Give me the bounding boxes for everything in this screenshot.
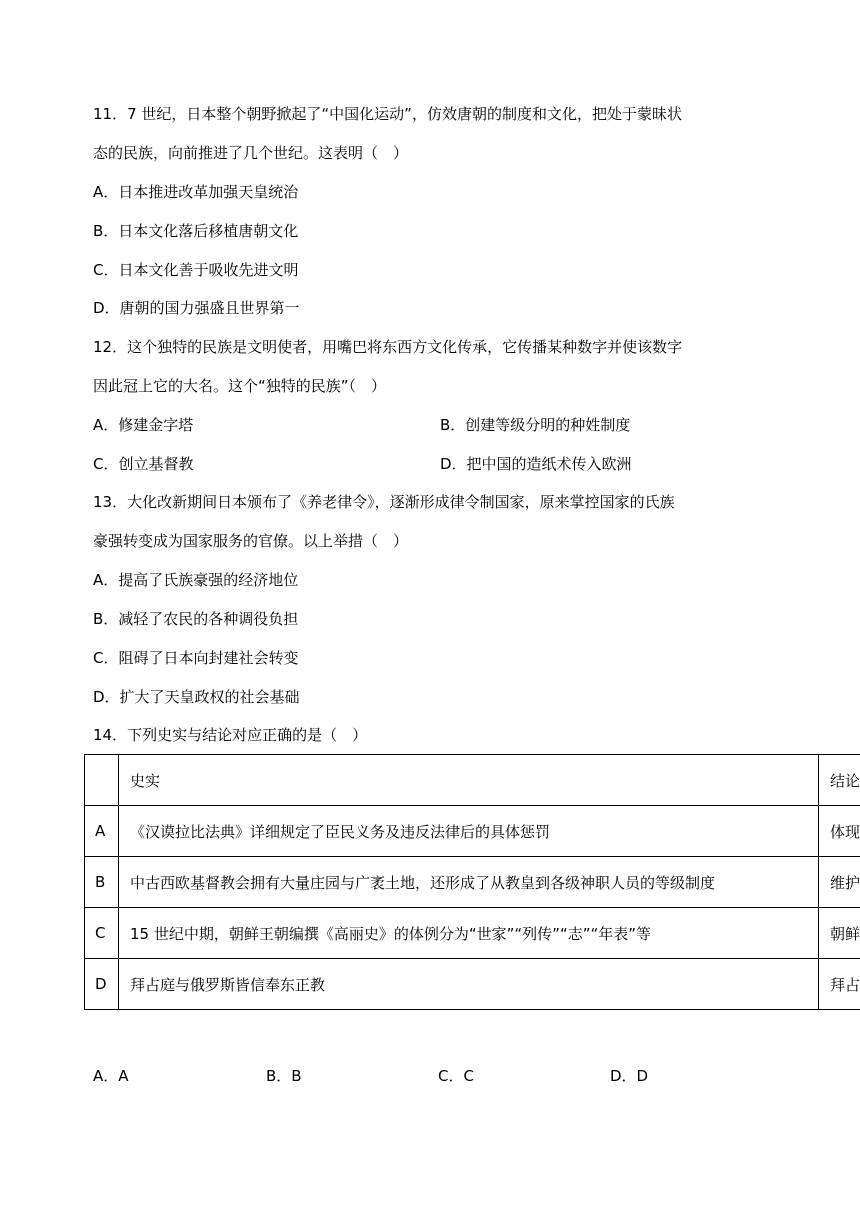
q11-stem-line2: 态的民族，向前推进了几个世纪。这表明（ ） (93, 144, 409, 162)
row-fact-cell: 中古西欧基督教会拥有大量庄园与广袤土地，还形成了从教皇到各级神职人员的等级制度 (119, 857, 819, 908)
q13-option-b: B．减轻了农民的各种调役负担 (93, 610, 299, 628)
header-fact-cell: 史实 (119, 755, 819, 806)
q11-option-d: D．唐朝的国力强盛且世界第一 (93, 299, 300, 317)
q13-stem-line1: 13．大化改新期间日本颁布了《养老律令》，逐渐形成律令制国家，原来掌控国家的氏族 (93, 493, 675, 511)
q13-option-d: D．扩大了天皇政权的社会基础 (93, 688, 300, 706)
q14-option-b: B．B (266, 1067, 302, 1085)
row-key-cell: D (85, 959, 119, 1010)
q12-stem-line2: 因此冠上它的大名。这个“独特的民族”（ ） (93, 377, 387, 395)
q14-option-a: A．A (93, 1067, 129, 1085)
q12-option-b: B．创建等级分明的种姓制度 (440, 416, 631, 434)
row-key-cell: C (85, 908, 119, 959)
table-row (85, 857, 860, 908)
q12-option-d: D．把中国的造纸术传入欧洲 (440, 455, 632, 473)
table-row (85, 806, 860, 857)
row-conclusion-cell: 体现 (819, 806, 860, 857)
q12-stem-line1: 12．这个独特的民族是文明使者，用嘴巴将东西方文化传承，它传播某种数字并使该数字 (93, 338, 683, 356)
q13-option-a: A．提高了氏族豪强的经济地位 (93, 571, 299, 589)
row-conclusion-cell: 维护 (819, 857, 860, 908)
row-fact-cell: 15 世纪中期，朝鲜王朝编撰《高丽史》的体例分为“世家”“列传”“志”“年表”等 (119, 908, 819, 959)
q11-option-c: C．日本文化善于吸收先进文明 (93, 261, 299, 279)
q14-facts-table (84, 754, 860, 1010)
row-fact-cell: 拜占庭与俄罗斯皆信奉东正教 (119, 959, 819, 1010)
q14-option-c: C．C (438, 1067, 474, 1085)
q13-option-c: C．阻碍了日本向封建社会转变 (93, 649, 299, 667)
q11-option-b: B．日本文化落后移植唐朝文化 (93, 222, 299, 240)
table-row (85, 908, 860, 959)
q14-stem: 14．下列史实与结论对应正确的是（ ） (93, 726, 368, 744)
header-key-cell (85, 755, 119, 806)
table-row (85, 959, 860, 1010)
row-fact-cell: 《汉谟拉比法典》详细规定了臣民义务及违反法律后的具体惩罚 (119, 806, 819, 857)
q12-option-c: C．创立基督教 (93, 455, 194, 473)
row-key-cell: A (85, 806, 119, 857)
table-header-row (85, 755, 860, 806)
row-conclusion-cell: 朝鲜 (819, 908, 860, 959)
q13-stem-line2: 豪强转变成为国家服务的官僚。以上举措（ ） (93, 532, 409, 550)
q14-option-d: D．D (610, 1067, 649, 1085)
row-conclusion-cell: 拜占 (819, 959, 860, 1010)
q11-stem-line1: 11．7 世纪，日本整个朝野掀起了“中国化运动”，仿效唐朝的制度和文化，把处于蒙昧状 (93, 105, 682, 123)
header-conclusion-cell: 结论 (819, 755, 860, 806)
row-key-cell: B (85, 857, 119, 908)
q12-option-a: A．修建金字塔 (93, 416, 194, 434)
q11-option-a: A．日本推进改革加强天皇统治 (93, 183, 299, 201)
